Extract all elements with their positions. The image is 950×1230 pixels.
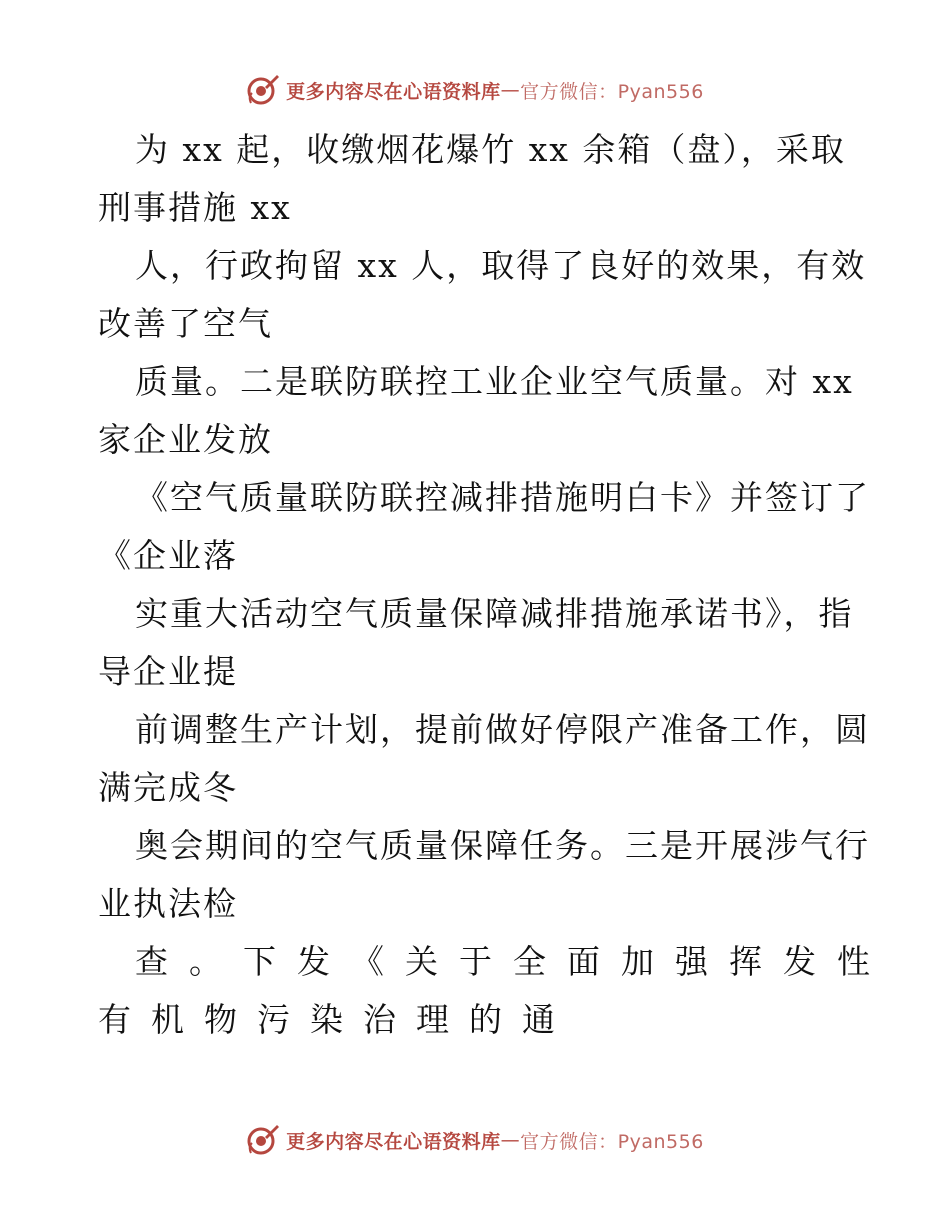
text-line: 导企业提 — [98, 652, 238, 691]
watermark-side-text: 官方微信：Pyan556 — [520, 80, 704, 103]
text-line: 质量。二是联防联控工业企业空气质量。对 xx — [135, 362, 854, 401]
text-line: 查。下发《关于全面加强挥发性 — [135, 942, 891, 981]
footer-watermark — [0, 1120, 950, 1160]
text-line: 奥会期间的空气质量保障任务。三是开展涉气行 — [135, 826, 870, 865]
ink-pen-seal-icon — [246, 73, 280, 107]
watermark-side-text: 官方微信：Pyan556 — [520, 1130, 704, 1153]
text-line: 改善了空气 — [98, 304, 273, 343]
text-line: 刑事措施 xx — [98, 188, 292, 227]
watermark-dash: — — [500, 79, 521, 101]
text-line: 满完成冬 — [98, 768, 238, 807]
header-watermark — [0, 70, 950, 110]
watermark-main-text: 更多内容尽在心语资料库 — [286, 80, 501, 103]
ink-pen-seal-icon — [246, 1123, 280, 1157]
watermark-main-text: 更多内容尽在心语资料库 — [286, 1130, 501, 1153]
text-line: 实重大活动空气质量保障减排措施承诺书》，指 — [135, 594, 854, 633]
text-line: 《企业落 — [98, 536, 238, 575]
text-line: 业执法检 — [98, 884, 238, 923]
watermark-dash: — — [500, 1129, 521, 1151]
text-line: 家企业发放 — [98, 420, 273, 459]
text-line: 有机物污染治理的通 — [98, 1000, 575, 1039]
text-line: 人，行政拘留 xx 人，取得了良好的效果，有效 — [135, 246, 867, 285]
text-line: 《空气质量联防联控减排措施明白卡》并签订了 — [135, 478, 870, 517]
text-line: 前调整生产计划，提前做好停限产准备工作，圆 — [135, 710, 870, 749]
text-line: 为 xx 起，收缴烟花爆竹 xx 余箱（盘），采取 — [135, 130, 846, 169]
